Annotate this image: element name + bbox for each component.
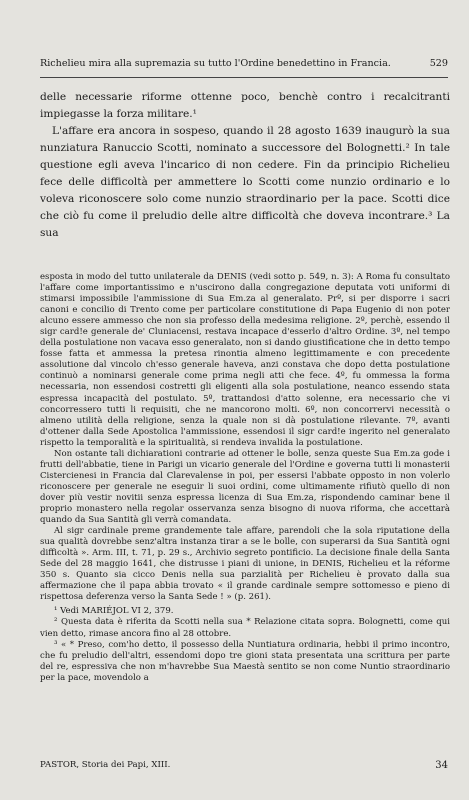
footnote-1: ¹ Vedi MARIÉJOL VI 2, 379. [54,606,174,617]
body-paragraph-2: L'affare era ancora in sospeso, quando il 28 agosto 1639 inaugurò la sua nunziatura Ranuccio Scotti, nominato a successore del Bolognetti.² In tale questione egli aveva l'incarico di non cedere. Fin da principio Richelieu fece delle difficoltà per ammettere lo Scotti come nunzio ordinario e lo voleva riconoscere solo come nunzio straordinario per la pace. Scotti dice che ciò fu come il preludio delle altre difficoltà che doveva incontrare.³ La sua [40,125,450,239]
header-rule [40,77,448,78]
footnote-paragraph-2: Non ostante tali dichiarationi contrarie ad ottener le bolle, senza queste Sua Em.za gode i frutti dell'abbatie, tiene in Parigi un vicario generale del l'Ordine e governa tutti li monasterii Cistercienesi in Francia dal Clarevalense in poi, per essersi l'abbate opposto in non volerlo riconoscere per generale ne eseguir li suoi ordini, come ultimamente rifiutò quello di non dover più vestir novitii senza espressa licenza di Sua Em.za, rispondendo caminar bene il proprio monastero nella regolar osservanza senza bisogno di nuova riforma, che accettarà quando da Sua Santità gli verrà comandata. [40,448,450,526]
body-paragraph-1: delle necessarie riforme ottenne poco, benchè contro i recalcitranti impiegasse la forza militare.¹ [40,91,450,120]
footnote-3: ³ « * Preso, com'ho detto, il possesso della Nuntiatura ordinaria, hebbi il primo incontro, che fu preludio dell'altri, essendomi dopo tre gioni stata presentata una scrittura per parte del re, espressiva che non m'havrebbe Sua Maestà sentito se non come Nuntio straordinario per la pace, movendolo a [40,639,450,683]
running-title: Richelieu mira alla supremazia su tutto l'Ordine benedettino in Francia. [40,58,391,69]
footnotes [40,272,450,684]
footer-source: PASTOR, Storia dei Papi, XIII. [40,760,171,770]
main-text [40,89,450,242]
footnote-continuation: esposta in modo del tutto unilaterale da DENIS (vedi sotto p. 549, n. 3): A Roma fu consultato l'affare come importantissimo e n'uscirono dalla congregazione deputata voti uniformi di stimarsi impossibile l'ammissione di Sua Em.za al generalato. Prº, si per disporre i sacri canoni e concilio di Trento come per particolare constitutione di Papa Eugenio di non poter alcuno essere ammesso che non sia professo della medesima religione. 2º, perchè, essendo il sigr card!e generale de' Cluniacensi, restava incapace d'esserlo d'altro Ordine. 3º, nel tempo della postulatione non vacava esso generalato, non si dando giustificatione che in detto tempo fosse fatta et ammessa la pretesa rinontia almeno legittimamente e con precedente assolutione dal vincolo ch'esso generale haveva, anzi constava che dopo detta postulatione continuò a nominarsi generale come prima negli atti che fece. 4º, fu ommessa la forma necessaria, non essendosi costretti gli eligenti alla sola postulatione, neanco essendo stata espressa incapacità del postulato. 5º, trattandosi d'atto solenne, era necessario che vi concorressero tutti li requisiti, che ne mancorono molti. 6º, non concorrervi necessità o almeno utilità della religione, senza la quale non si dà postulatione rilevante. 7º, avanti d'ottener dalla Sede Apostolica l'ammissione, essendosi il sigr card!e ingerito nel generalato rispetto la temporalità e la spiritualità, si rendeva invalida la postulatione. [40,272,450,448]
footnote-2: ² Questa data è riferita da Scotti nella sua * Relazione citata sopra. Bolognetti, come qui vien detto, rimase ancora fino al 28 ottobre. [40,617,450,639]
running-header [40,58,448,70]
sheet-number: 34 [435,760,448,771]
page-footer [40,760,448,771]
page-number: 529 [429,58,448,69]
footnote-paragraph-3: Al sigr cardinale preme grandemente tale affare, parendoli che la sola riputatione della sua qualità dovrebbe senz'altra instanza tirar a se le bolle, con superarsi da Sua Santità ogni difficoltà ». Arm. III, t. 71, p. 29 s., Archivio segreto pontificio. La decisione finale della Santa Sede del 28 maggio 1641, che distrusse i piani di unione, in DENIS, Richelieu et la réforme 350 s. Quanto sia cicco Denis nella sua parzialità per Richelieu è provato dalla sua affermazione che il papa abbia trovato « il grande cardinale sempre sottomesso e pieno di rispettosa deferenza verso la Santa Sede ! » (p. 261). [40,526,450,603]
footnote-references [40,606,450,683]
